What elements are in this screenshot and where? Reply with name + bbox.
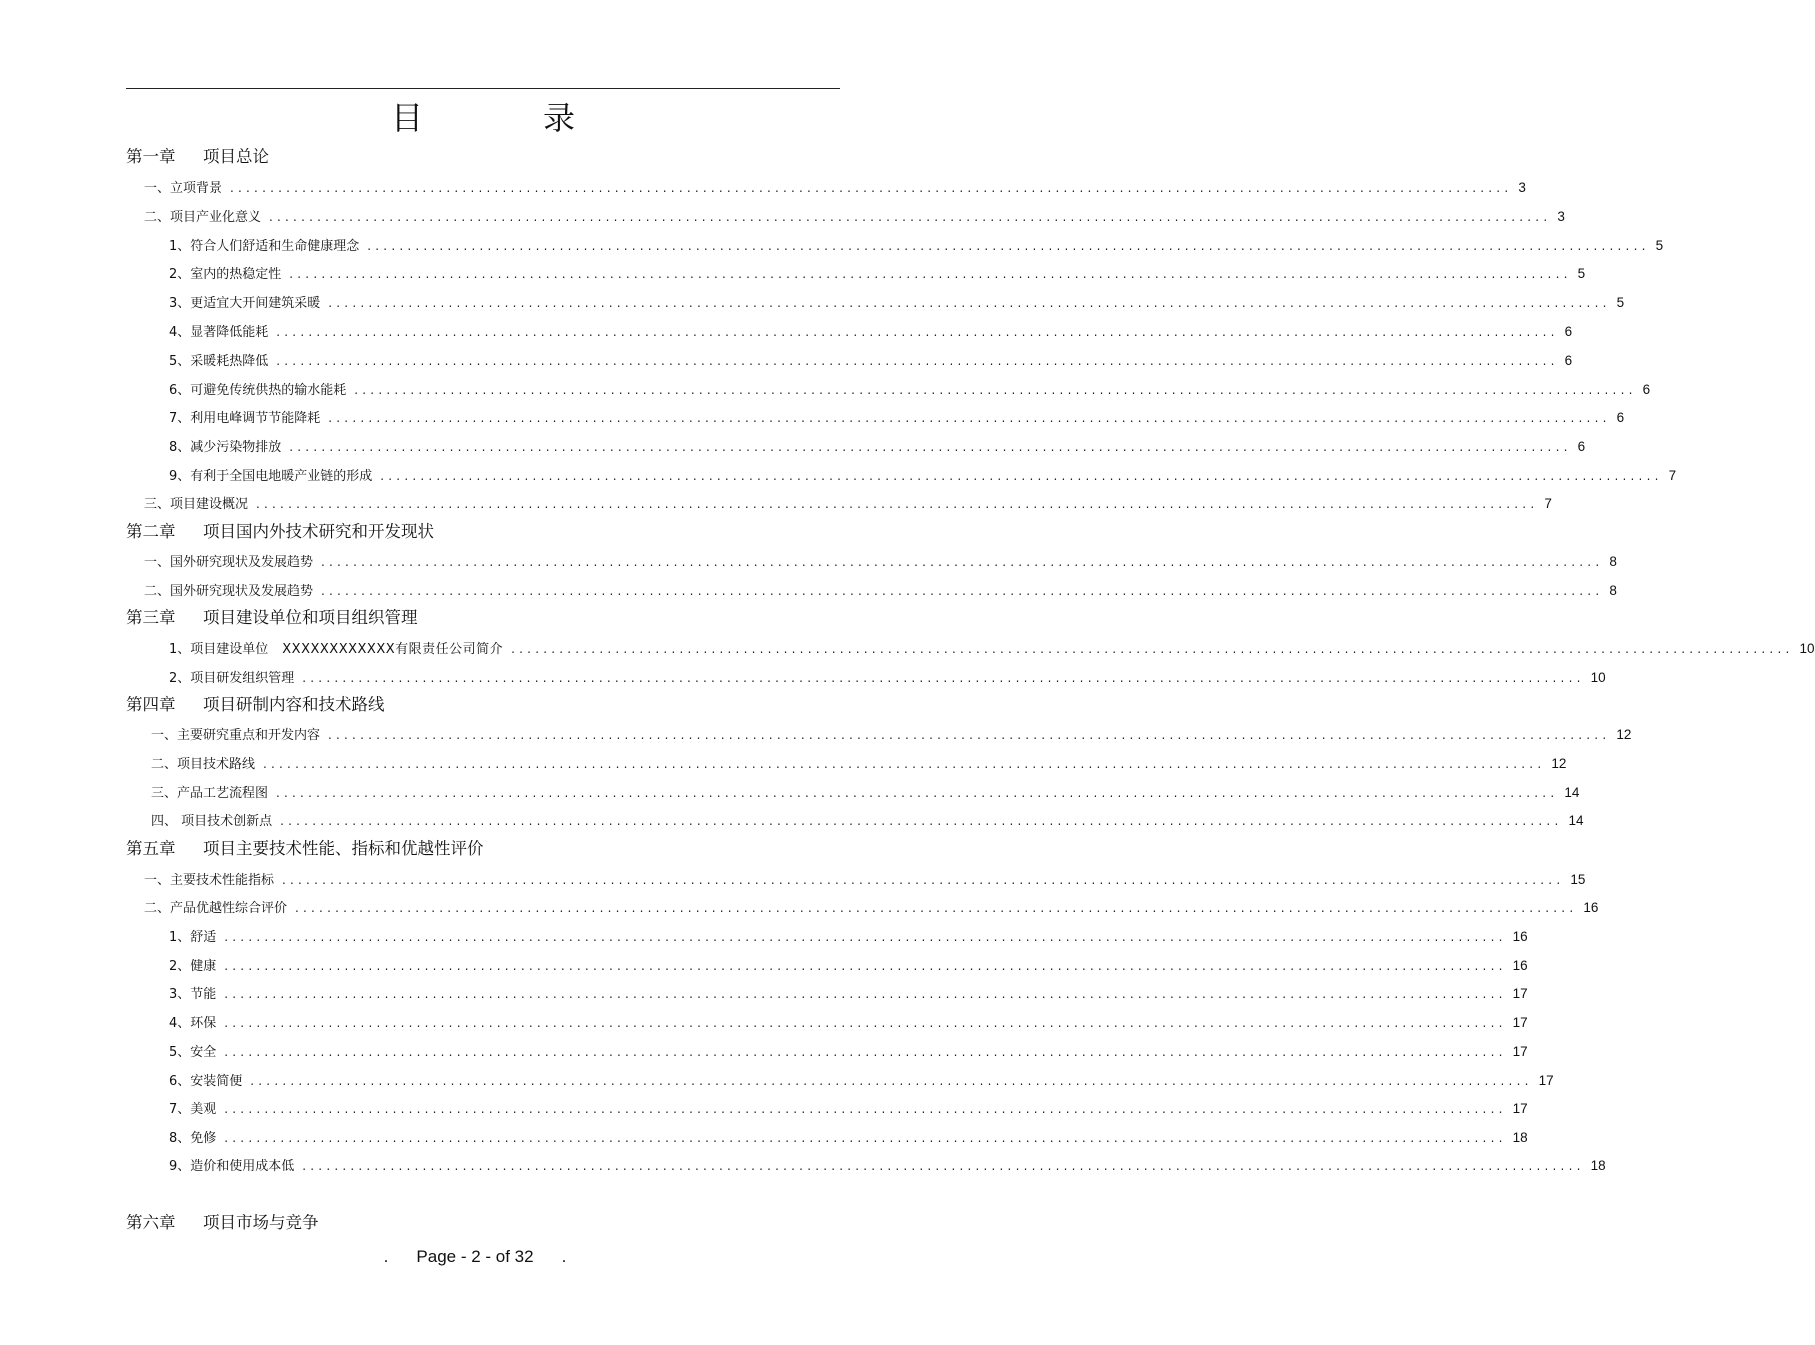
toc-chapter-heading[interactable]	[126, 604, 840, 632]
dot-leader: ................................................................................................................................................................	[282, 873, 1565, 887]
dot-leader: ................................................................................................................................................................	[224, 959, 1507, 973]
toc-entry[interactable]	[169, 465, 1677, 487]
toc-page-number: 6	[1564, 353, 1573, 368]
toc-entry[interactable]	[151, 753, 1567, 775]
chapter-title: 项目市场与竞争	[203, 1213, 319, 1232]
toc-entry-label: 四、 项目技术创新点	[151, 814, 273, 829]
dot-leader: ................................................................................................................................................................	[354, 383, 1637, 397]
toc-entry[interactable]	[169, 1041, 1528, 1063]
toc-entry[interactable]	[169, 407, 1625, 429]
toc-entry-label: 二、产品优越性综合评价	[144, 901, 288, 916]
dot-leader: ................................................................................................................................................................	[224, 1016, 1507, 1030]
toc-entry[interactable]	[169, 955, 1528, 977]
toc-page-number: 7	[1544, 496, 1552, 511]
toc-entry[interactable]	[169, 1098, 1528, 1120]
toc-entry-label: 3、更适宜大开间建筑采暖	[169, 296, 321, 311]
toc-entry-label: 一、主要技术性能指标	[144, 873, 275, 888]
dot-leader: ................................................................................................................................................................	[380, 469, 1663, 483]
dot-leader: ................................................................................................................................................................	[321, 555, 1604, 569]
toc-entry[interactable]	[169, 667, 1606, 689]
toc-page-number: 17	[1512, 1015, 1528, 1030]
toc-entry-label: 二、项目技术路线	[151, 757, 256, 772]
dot-leader: ................................................................................................................................................................	[328, 728, 1611, 742]
toc-page-number: 3	[1518, 180, 1526, 195]
footer-mark-left: .	[383, 1247, 389, 1266]
dot-leader: ................................................................................................................................................................	[295, 901, 1578, 915]
toc-chapter-heading[interactable]	[126, 518, 840, 546]
toc-entry[interactable]	[169, 263, 1586, 285]
chapter-title: 项目研制内容和技术路线	[203, 695, 385, 714]
toc-entry-label: 2、项目研发组织管理	[169, 671, 295, 686]
toc-entry[interactable]	[151, 782, 1580, 804]
toc-entry-label: 2、健康	[169, 959, 217, 974]
toc-page-number: 17	[1512, 986, 1528, 1001]
toc-entry-label: 二、国外研究现状及发展趋势	[144, 584, 314, 599]
dot-leader: ................................................................................................................................................................	[302, 1159, 1585, 1173]
dot-leader: ................................................................................................................................................................	[224, 1131, 1507, 1145]
toc-entry[interactable]	[169, 983, 1528, 1005]
dot-leader: ................................................................................................................................................................	[289, 440, 1572, 454]
toc-entry-label: 1、符合人们舒适和生命健康理念	[169, 239, 360, 254]
dot-leader: ................................................................................................................................................................	[250, 1074, 1533, 1088]
toc-entry[interactable]	[169, 926, 1528, 948]
dot-leader: ................................................................................................................................................................	[224, 1102, 1507, 1116]
dot-leader: ................................................................................................................................................................	[321, 584, 1604, 598]
dot-leader: ................................................................................................................................................................	[280, 814, 1563, 828]
toc-entry-label: 一、主要研究重点和开发内容	[151, 728, 321, 743]
dot-leader: ................................................................................................................................................................	[511, 642, 1794, 656]
toc-entry[interactable]	[169, 350, 1573, 372]
toc-page-number: 16	[1512, 929, 1528, 944]
toc-page-number: 12	[1616, 727, 1632, 742]
toc-page-number: 18	[1590, 1158, 1606, 1173]
dot-leader: ................................................................................................................................................................	[276, 325, 1559, 339]
toc-entry-label: 9、有利于全国电地暖产业链的形成	[169, 469, 373, 484]
toc-entry[interactable]	[169, 235, 1664, 257]
toc-entry-label: 6、安装简便	[169, 1074, 243, 1089]
dot-leader: ................................................................................................................................................................	[367, 239, 1650, 253]
toc-page-number: 18	[1512, 1130, 1528, 1145]
toc-page-number: 5	[1577, 266, 1586, 281]
toc-entry[interactable]	[144, 869, 1586, 891]
dot-leader: ................................................................................................................................................................	[256, 497, 1539, 511]
chapter-number: 第三章	[126, 608, 176, 627]
toc-entry-label: 2、室内的热稳定性	[169, 267, 282, 282]
toc-entry-label: 4、环保	[169, 1016, 217, 1031]
toc-page-number: 8	[1609, 554, 1617, 569]
toc-page-number: 10	[1590, 670, 1606, 685]
toc-entry[interactable]	[144, 551, 1617, 573]
toc-page-number: 16	[1512, 958, 1528, 973]
toc-entry-label: 7、美观	[169, 1102, 217, 1117]
toc-page-number: 14	[1564, 785, 1580, 800]
dot-leader: ................................................................................................................................................................	[302, 671, 1585, 685]
chapter-number: 第四章	[126, 695, 176, 714]
toc-page-number: 6	[1616, 410, 1625, 425]
toc-chapter-heading[interactable]	[126, 835, 840, 863]
toc-page-number: 3	[1557, 209, 1565, 224]
toc-entry[interactable]	[151, 810, 1584, 832]
dot-leader: ................................................................................................................................................................	[224, 930, 1507, 944]
chapter-number: 第一章	[126, 147, 176, 166]
toc-page-number: 6	[1642, 382, 1651, 397]
toc-entry-label: 8、免修	[169, 1131, 217, 1146]
dot-leader: ................................................................................................................................................................	[224, 987, 1507, 1001]
toc-entry-label: 1、项目建设单位	[169, 642, 269, 657]
toc-page-number: 5	[1616, 295, 1625, 310]
chapter-number: 第二章	[126, 522, 176, 541]
toc-page-number: 15	[1570, 872, 1586, 887]
toc-entry[interactable]	[169, 638, 1815, 660]
chapter-number: 第五章	[126, 839, 176, 858]
toc-entry-label: 二、项目产业化意义	[144, 210, 262, 225]
toc-entry[interactable]	[144, 493, 1552, 515]
toc-entry-label: 8、减少污染物排放	[169, 440, 282, 455]
toc-entry-label: 1、舒适	[169, 930, 217, 945]
toc-entry-label: 3、节能	[169, 987, 217, 1002]
chapter-title: 项目建设单位和项目组织管理	[203, 608, 418, 627]
toc-page-number: 6	[1577, 439, 1586, 454]
toc-title-char-1: 目	[390, 99, 423, 137]
toc-page-number: 17	[1512, 1101, 1528, 1116]
toc-page-number: 16	[1583, 900, 1599, 915]
chapter-title: 项目主要技术性能、指标和优越性评价	[203, 839, 484, 858]
toc-entry-label: 4、显著降低能耗	[169, 325, 269, 340]
toc-entry-label: 一、国外研究现状及发展趋势	[144, 555, 314, 570]
toc-entry-label: 5、采暖耗热降低	[169, 354, 269, 369]
toc-page-number: 5	[1655, 238, 1664, 253]
toc-chapter-heading[interactable]	[126, 1209, 840, 1237]
toc-entry-label: 一、立项背景	[144, 181, 223, 196]
toc-chapter-heading[interactable]	[126, 691, 840, 719]
toc-entry[interactable]	[169, 1070, 1554, 1092]
toc-chapter-heading[interactable]	[126, 143, 840, 171]
toc-page-number: 7	[1668, 468, 1677, 483]
toc-entry-label: 三、项目建设概况	[144, 497, 249, 512]
toc-entry-label: 5、安全	[169, 1045, 217, 1060]
toc-entry[interactable]	[169, 436, 1586, 458]
toc-page-number: 8	[1609, 583, 1617, 598]
toc-entry-label: 9、造价和使用成本低	[169, 1159, 295, 1174]
dot-leader: ................................................................................................................................................................	[289, 267, 1572, 281]
toc-entry[interactable]	[144, 580, 1617, 602]
dot-leader: ................................................................................................................................................................	[224, 1045, 1507, 1059]
page-number: Page - 2 - of 32	[416, 1247, 534, 1266]
toc-entry[interactable]	[169, 321, 1573, 343]
footer-mark-right: .	[561, 1247, 567, 1266]
chapter-title: 项目总论	[203, 147, 269, 166]
dot-leader: ................................................................................................................................................................	[263, 757, 1546, 771]
dot-leader: ................................................................................................................................................................	[328, 411, 1611, 425]
chapter-number: 第六章	[126, 1213, 176, 1232]
toc-page-number: 10	[1799, 641, 1815, 656]
toc-entry-label: 三、产品工艺流程图	[151, 786, 269, 801]
toc-entry-label: 7、利用电峰调节节能降耗	[169, 411, 321, 426]
toc-entry[interactable]	[151, 724, 1632, 746]
toc-page-number: 12	[1551, 756, 1567, 771]
toc-entry[interactable]	[144, 177, 1526, 199]
dot-leader: ................................................................................................................................................................	[328, 296, 1611, 310]
dot-leader: ................................................................................................................................................................	[269, 210, 1552, 224]
toc-page-number: 6	[1564, 324, 1573, 339]
toc-entry-label: 6、可避免传统供热的输水能耗	[169, 383, 347, 398]
chapter-title: 项目国内外技术研究和开发现状	[203, 522, 434, 541]
dot-leader: ................................................................................................................................................................	[276, 354, 1559, 368]
dot-leader: ................................................................................................................................................................	[276, 786, 1559, 800]
toc-page-number: 14	[1568, 813, 1584, 828]
toc-page-number: 17	[1538, 1073, 1554, 1088]
toc-entry-company-name: XXXXXXXXXXXX有限责任公司简介	[282, 642, 504, 657]
toc-entry[interactable]	[169, 1155, 1606, 1177]
toc-entry[interactable]	[169, 292, 1625, 314]
toc-entry[interactable]	[144, 206, 1565, 228]
toc-page-number: 17	[1512, 1044, 1528, 1059]
toc-entry[interactable]	[144, 897, 1599, 919]
toc-title-char-2: 录	[543, 99, 576, 137]
page-footer	[0, 1245, 950, 1269]
toc-entry[interactable]	[169, 1127, 1528, 1149]
toc-entry[interactable]	[169, 1012, 1528, 1034]
toc-entry[interactable]	[169, 379, 1651, 401]
dot-leader: ................................................................................................................................................................	[230, 181, 1513, 195]
